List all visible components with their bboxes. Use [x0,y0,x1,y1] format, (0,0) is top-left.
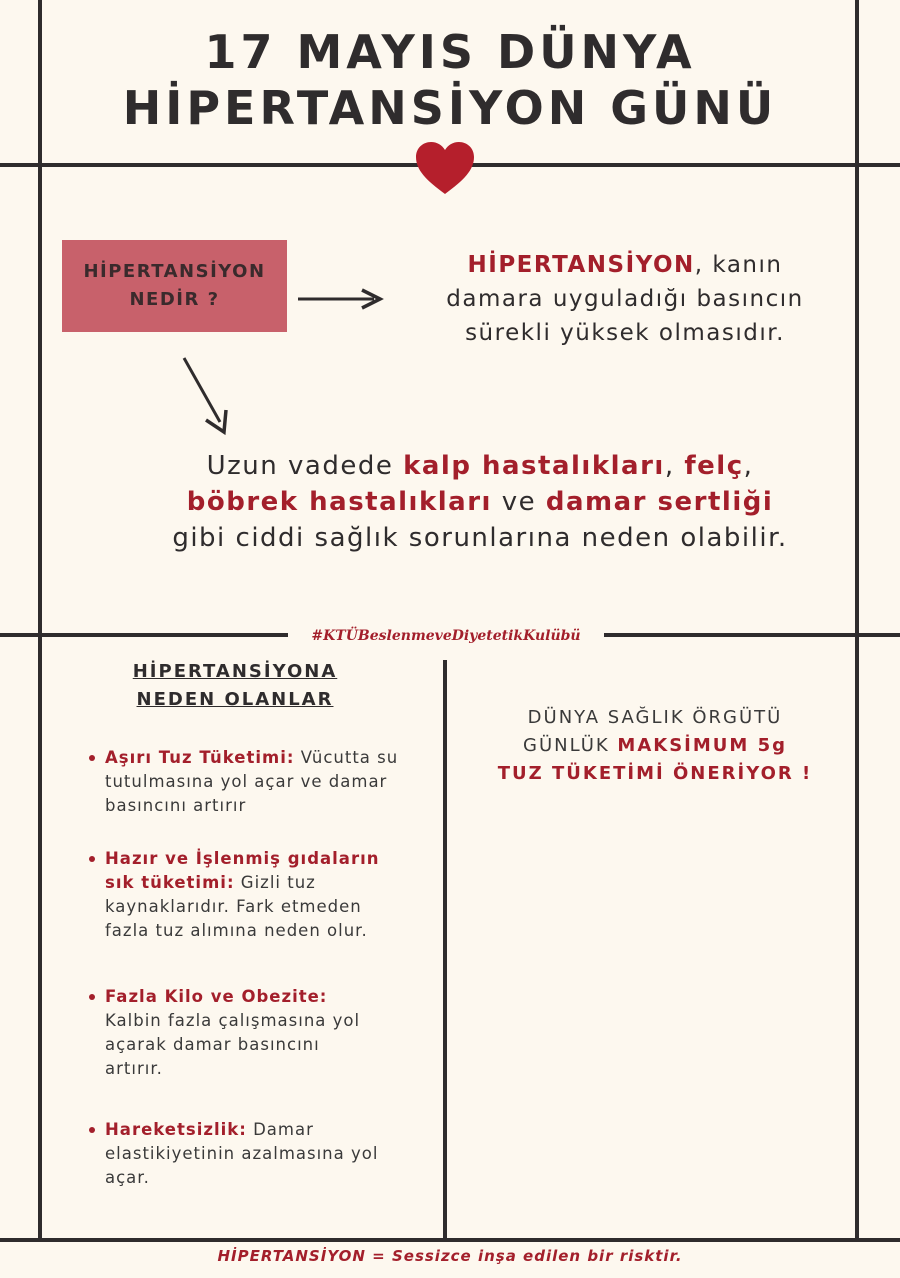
cause-item-salt [105,746,425,818]
question-box [62,240,287,332]
question-line-2: NEDİR ? [129,289,220,310]
who-line-3: TUZ TÜKETİMİ ÖNERİYOR ! [497,763,813,784]
definition-text-2: damara uyguladığı basıncın [446,286,804,312]
cause-item-title: Hareketsizlik: [105,1120,247,1139]
title-line-2: HİPERTANSİYON GÜNÜ [122,81,778,135]
cause-item-obesity [105,985,375,1081]
cause-item-title: Aşırı Tuz Tüketimi: [105,748,295,767]
causes-heading-line-2: NEDEN OLANLAR [136,689,334,710]
cause-item-text: Gizli tuz kaynaklarıdır. Fark etmeden fazla tuz alımına neden olur. [105,873,368,940]
cause-item-title: Fazla Kilo ve Obezite: [105,987,328,1006]
title-line-1: 17 MAYIS DÜNYA [204,25,696,79]
column-divider [443,660,447,1240]
club-hashtag: #KTÜBeslenmeveDiyetetikKulübü [288,625,604,647]
page-title [0,24,900,136]
highlight-kidney-disease: böbrek hastalıkları [186,487,492,517]
footer-slogan: HİPERTANSİYON = Sessizce inşa edilen bir risktir. [217,1247,683,1265]
definition-text-3: sürekli yüksek olmasıdır. [465,320,785,346]
consequence-prefix: Uzun vadede [206,451,404,481]
consequence-suffix: gibi ciddi sağlık sorunlarına neden olabilir. [172,523,788,553]
highlight-arteriosclerosis: damar sertliği [545,487,774,517]
arrow-down-right-icon [176,352,236,436]
consequence-sep-2: , [743,451,754,481]
who-line-1: DÜNYA SAĞLIK ÖRGÜTÜ [527,707,783,728]
frame-line-left [38,0,42,1240]
who-max-salt: MAKSİMUM 5g [617,735,787,756]
consequence-mid: ve [491,487,546,517]
heart-icon [414,140,476,196]
cause-item-text: Vücutta su tutulmasına yol açar ve damar basıncını artırır [105,748,399,815]
arrow-right-icon [296,286,386,312]
consequence-sep-1: , [664,451,685,481]
frame-line-bottom-divider [0,1238,900,1242]
definition-term: HİPERTANSİYON [467,252,695,278]
consequence-text [160,448,800,556]
cause-item-title: Hazır ve İşlenmiş gıdaların sık tüketimi: [105,849,380,892]
highlight-heart-disease: kalp hastalıkları [403,451,665,481]
who-recommendation [470,704,840,788]
cause-item-inactivity [105,1118,395,1190]
cause-item-text: Kalbin fazla çalışmasına yol açarak damar basıncını artırır. [105,1011,361,1078]
causes-heading [100,658,370,714]
cause-item-processed-food [105,847,405,943]
definition-text-1: , kanın [694,252,783,278]
frame-line-right [855,0,859,1240]
definition-text [390,248,860,350]
causes-heading-line-1: HİPERTANSİYONA [132,661,338,682]
who-line-2-prefix: GÜNLÜK [523,735,618,756]
cause-item-text: Damar elastikiyetinin azalmasına yol açar. [105,1120,379,1187]
highlight-stroke: felç [684,451,744,481]
question-line-1: HİPERTANSİYON [83,261,266,282]
